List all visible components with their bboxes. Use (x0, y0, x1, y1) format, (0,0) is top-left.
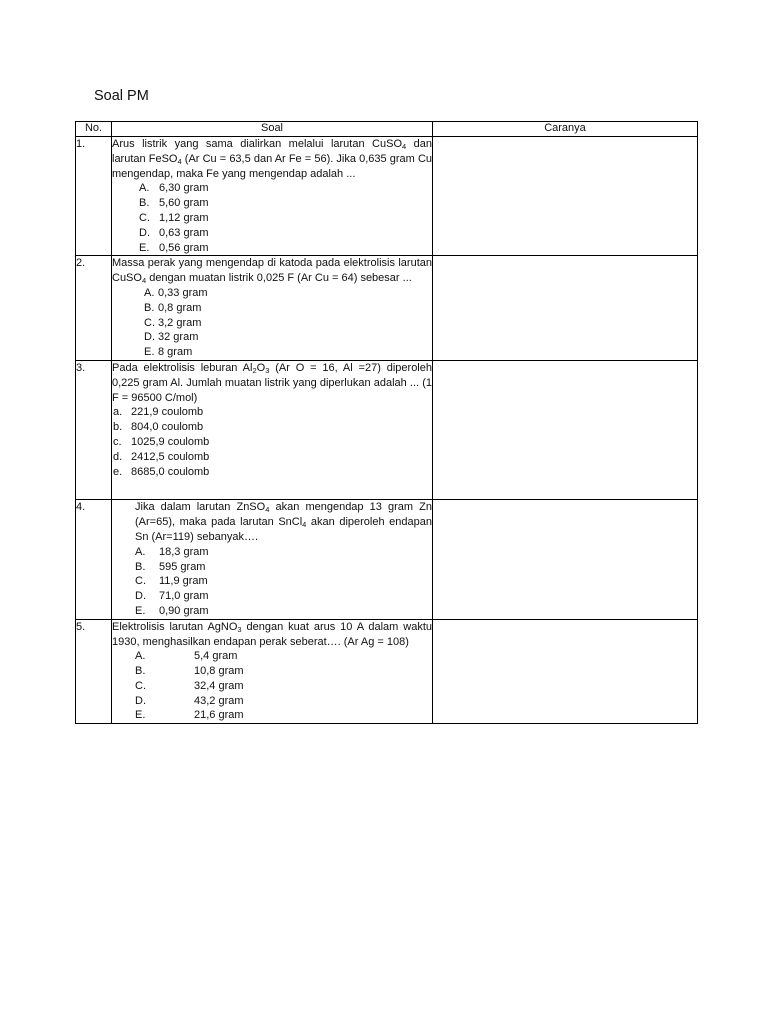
header-soal: Soal (112, 122, 433, 137)
answer-options (112, 286, 432, 360)
answer-option: E. 8 gram (144, 346, 193, 359)
table-header-row (76, 122, 698, 137)
question-number: 4. (76, 500, 112, 619)
answer-option: B. 595 gram (135, 560, 206, 573)
question-table (75, 121, 698, 724)
answer-option: C. 3,2 gram (144, 316, 202, 329)
answer-work-cell (433, 256, 698, 361)
answer-option: d. 2412,5 coulomb (113, 450, 210, 463)
answer-option: D. 71,0 gram (135, 590, 209, 603)
question-cell (112, 256, 433, 361)
answer-options (112, 545, 432, 619)
question-stem: Jika dalam larutan ZnSO$_4$ akan mengendap 13 gram Zn (Ar=65), maka pada larutan SnCl$_4$ akan diperoleh endapan Sn (Ar=119) sebanyak…. (135, 501, 432, 543)
answer-option: D. 0,63 gram (139, 226, 209, 239)
answer-option: a. 221,9 coulomb (113, 406, 204, 419)
answer-option: A. 5,4 gram (135, 650, 238, 663)
answer-option: E. 0,56 gram (139, 241, 209, 254)
question-stem: Massa perak yang mengendap di katoda pada elektrolisis larutan CuSO$_4$ dengan muatan listrik 0,025 F (Ar Cu = 64) sebesar ... (112, 257, 432, 286)
question-number: 5. (76, 619, 112, 724)
question-stem: Arus listrik yang sama dialirkan melalui larutan CuSO$_4$ dan larutan FeSO$_4$ (Ar Cu = 63,5 dan Ar Fe = 56). Jika 0,635 gram Cu mengendap, maka Fe yang mengendap adalah ... (112, 138, 433, 180)
question-cell (112, 500, 433, 619)
answer-options (112, 649, 432, 723)
answer-option: B. 5,60 gram (139, 197, 209, 210)
answer-work-cell (433, 619, 698, 724)
table-row (76, 619, 698, 724)
blank-space (112, 479, 432, 499)
table-row (76, 360, 698, 499)
answer-work-cell (433, 360, 698, 499)
question-stem: Pada elektrolisis leburan $Al_2O_3$ (Ar O = 16, Al =27) diperoleh 0,225 gram Al. Jumlah muatan listrik yang diperlukan adalah ... (1 F = 96500 C/mol) (112, 361, 432, 404)
question-number: 3. (76, 360, 112, 499)
answer-options (112, 181, 432, 255)
question-cell (112, 619, 433, 724)
page-title: Soal PM (94, 88, 149, 104)
answer-option: B. 0,8 gram (144, 301, 202, 314)
table-row (76, 256, 698, 361)
answer-option: D. 32 gram (144, 331, 199, 344)
answer-option: e. 8685,0 coulomb (113, 465, 210, 478)
answer-option: B. 10,8 gram (135, 665, 244, 678)
answer-option: C. 1,12 gram (139, 211, 209, 224)
answer-option: D. 43,2 gram (135, 694, 244, 707)
question-cell (112, 360, 433, 499)
header-no: No. (76, 122, 112, 137)
answer-option: c. 1025,9 coulomb (113, 435, 210, 448)
question-cell (112, 137, 433, 256)
answer-work-cell (433, 137, 698, 256)
answer-option: A. 6,30 gram (139, 182, 209, 195)
answer-work-cell (433, 500, 698, 619)
answer-option: b. 804,0 coulomb (113, 421, 204, 434)
answer-option: C. 32,4 gram (135, 679, 244, 692)
question-number: 1. (76, 137, 112, 256)
answer-options (112, 405, 432, 479)
answer-option: E. 21,6 gram (135, 709, 244, 722)
header-caranya: Caranya (433, 122, 698, 137)
answer-option: A. 18,3 gram (135, 545, 209, 558)
question-stem: Elektrolisis larutan AgNO$_3$ dengan kuat arus 10 A dalam waktu 1930, menghasilkan endapan perak seberat…. (Ar Ag = 108) (112, 620, 432, 648)
answer-option: E. 0,90 gram (135, 604, 209, 617)
table-row (76, 137, 698, 256)
question-number: 2. (76, 256, 112, 361)
answer-option: A. 0,33 gram (144, 286, 208, 299)
answer-option: C. 11,9 gram (135, 575, 208, 588)
table-row (76, 500, 698, 619)
